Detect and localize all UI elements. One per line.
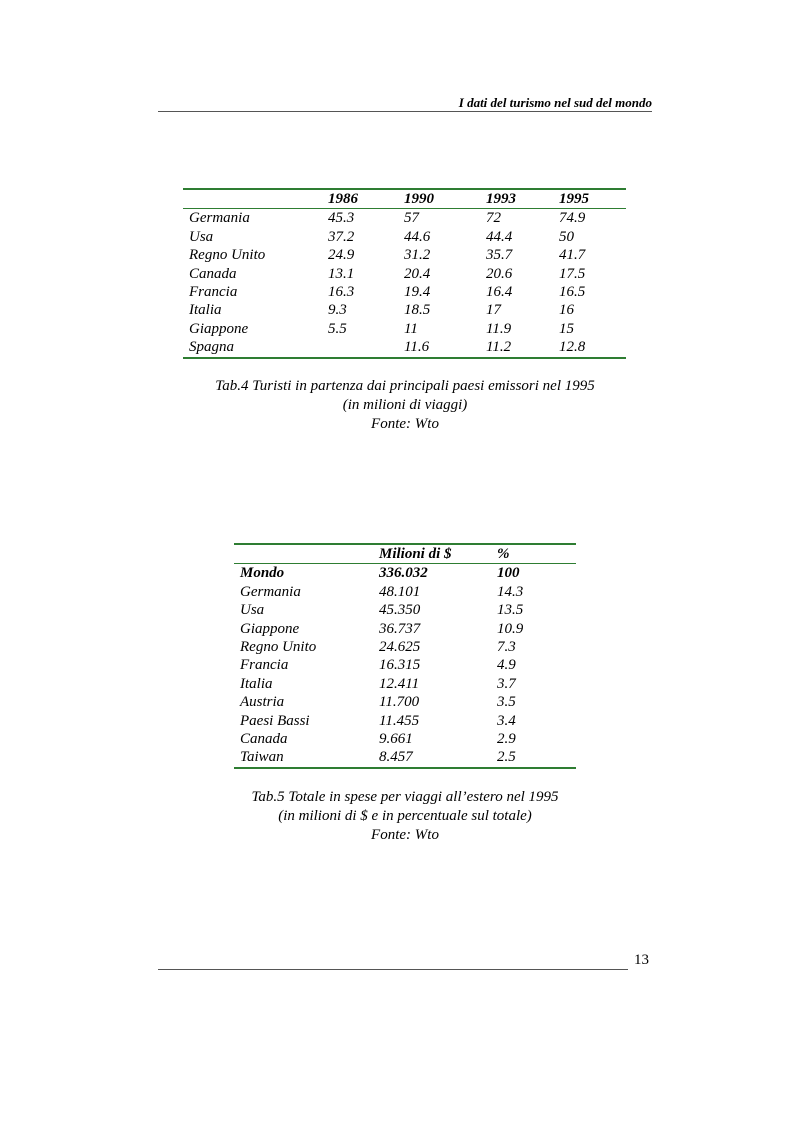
- column-header: [234, 544, 373, 564]
- table-cell: 36.737: [379, 620, 421, 637]
- row-label: Spagna: [189, 339, 234, 356]
- column-header: [183, 189, 322, 209]
- table-cell: 20.6: [486, 265, 513, 282]
- table-cell: 57: [404, 210, 419, 227]
- row-label: Giappone: [240, 620, 300, 637]
- table-cell: 3.7: [497, 675, 516, 692]
- table-row: [183, 301, 626, 319]
- table-cell: [322, 338, 398, 357]
- table-row: [234, 675, 576, 693]
- table-row: [234, 693, 576, 711]
- table-cell: 15: [559, 320, 574, 337]
- column-header: 1990: [404, 191, 434, 207]
- table-cell: 11.6: [404, 339, 430, 356]
- table-row: [183, 246, 626, 264]
- table-cell: 17: [486, 302, 501, 319]
- table-travel-spending: [234, 543, 576, 769]
- table-cell: 24.625: [379, 639, 421, 656]
- table-row: [183, 320, 626, 338]
- table-header-row: [234, 544, 576, 564]
- table-cell: 100: [497, 565, 520, 582]
- row-label: Italia: [189, 302, 222, 319]
- row-label: Usa: [240, 602, 265, 619]
- table-cell: 7.3: [497, 639, 516, 656]
- caption-source: Fonte: Wto: [371, 827, 439, 843]
- row-label: Francia: [240, 657, 289, 674]
- table-cell: 8.457: [379, 749, 413, 766]
- table-cell: 37.2: [328, 228, 355, 245]
- table-cell: 11.455: [379, 712, 420, 729]
- table-cell: 5.5: [328, 320, 347, 337]
- table-cell: 20.4: [404, 265, 431, 282]
- table4-caption: [158, 377, 652, 434]
- table-cell: 41.7: [559, 247, 586, 264]
- table-cell: 4.9: [497, 657, 516, 674]
- column-header: 1993: [486, 191, 516, 207]
- table-cell: 16.4: [486, 284, 513, 301]
- table-cell: 44.6: [404, 228, 431, 245]
- table-cell: 35.7: [486, 247, 513, 264]
- table-row: [183, 338, 626, 357]
- table-cell: 31.2: [404, 247, 431, 264]
- caption-title: Tab.4 Turisti in partenza dai principali paesi emissori nel 1995: [215, 378, 595, 394]
- table-cell: 19.4: [404, 284, 431, 301]
- row-label: Mondo: [240, 565, 285, 582]
- row-label: Canada: [240, 731, 288, 748]
- caption-units: (in milioni di viaggi): [342, 397, 468, 413]
- table-row: [234, 748, 576, 767]
- table-cell: 10.9: [497, 620, 524, 637]
- row-label: Regno Unito: [189, 247, 266, 264]
- caption-title: Tab.5 Totale in spese per viaggi all’estero nel 1995: [251, 789, 559, 805]
- column-header: Milioni di $: [379, 546, 452, 562]
- page-number: 13: [634, 952, 649, 968]
- row-label: Regno Unito: [240, 639, 317, 656]
- row-label: Italia: [240, 675, 273, 692]
- table-cell: 11: [404, 320, 418, 337]
- row-label: Francia: [189, 284, 238, 301]
- column-header: 1986: [328, 191, 358, 207]
- table-cell: 45.3: [328, 210, 355, 227]
- table-cell: 12.8: [559, 339, 586, 356]
- table-cell: 16.5: [559, 284, 586, 301]
- table-cell: 12.411: [379, 675, 420, 692]
- table-cell: 48.101: [379, 583, 421, 600]
- caption-units: (in milioni di $ e in percentuale sul totale): [278, 808, 532, 824]
- table-row: [183, 265, 626, 283]
- table-cell: 14.3: [497, 583, 524, 600]
- table-cell: 9.3: [328, 302, 347, 319]
- table-row: [234, 656, 576, 674]
- row-label: Germania: [240, 583, 301, 600]
- table-row: [183, 209, 626, 228]
- table-cell: 24.9: [328, 247, 355, 264]
- row-label: Giappone: [189, 320, 249, 337]
- row-label: Taiwan: [240, 749, 284, 766]
- table-cell: 13.1: [328, 265, 355, 282]
- table-row-total: [234, 564, 576, 583]
- row-label: Austria: [240, 694, 285, 711]
- table-row: [183, 283, 626, 301]
- table-cell: 11.2: [486, 339, 512, 356]
- running-header: I dati del turismo nel sud del mondo: [458, 95, 652, 110]
- table-cell: 336.032: [379, 565, 428, 582]
- table-cell: 11.700: [379, 694, 420, 711]
- table-row: [183, 228, 626, 246]
- table-cell: 3.4: [497, 712, 516, 729]
- table-row: [234, 730, 576, 748]
- caption-source: Fonte: Wto: [371, 416, 439, 432]
- row-label: Canada: [189, 265, 237, 282]
- table-cell: 9.661: [379, 731, 413, 748]
- column-header: 1995: [559, 191, 589, 207]
- table-cell: 16.3: [328, 284, 355, 301]
- table-cell: 44.4: [486, 228, 513, 245]
- table-row: [234, 712, 576, 730]
- table-cell: 74.9: [559, 210, 586, 227]
- table-cell: 16: [559, 302, 574, 319]
- table-row: [234, 583, 576, 601]
- table-row: [234, 601, 576, 619]
- table-cell: 18.5: [404, 302, 431, 319]
- column-header: %: [497, 546, 510, 562]
- table-cell: 11.9: [486, 320, 512, 337]
- table-tourist-departures: [183, 188, 626, 359]
- header-rule: [158, 111, 652, 112]
- row-label: Paesi Bassi: [240, 712, 310, 729]
- table-cell: 50: [559, 228, 574, 245]
- table-cell: 17.5: [559, 265, 586, 282]
- table-cell: 72: [486, 210, 501, 227]
- table-cell: 2.9: [497, 731, 516, 748]
- table-cell: 13.5: [497, 602, 524, 619]
- table-cell: 2.5: [497, 749, 516, 766]
- table-row: [234, 620, 576, 638]
- row-label: Usa: [189, 228, 214, 245]
- table-cell: 3.5: [497, 694, 516, 711]
- table5-caption: [158, 788, 652, 845]
- table-cell: 45.350: [379, 602, 421, 619]
- table-header-row: [183, 189, 626, 209]
- row-label: Germania: [189, 210, 250, 227]
- table-row: [234, 638, 576, 656]
- table-cell: 16.315: [379, 657, 421, 674]
- footer-rule: [158, 969, 628, 970]
